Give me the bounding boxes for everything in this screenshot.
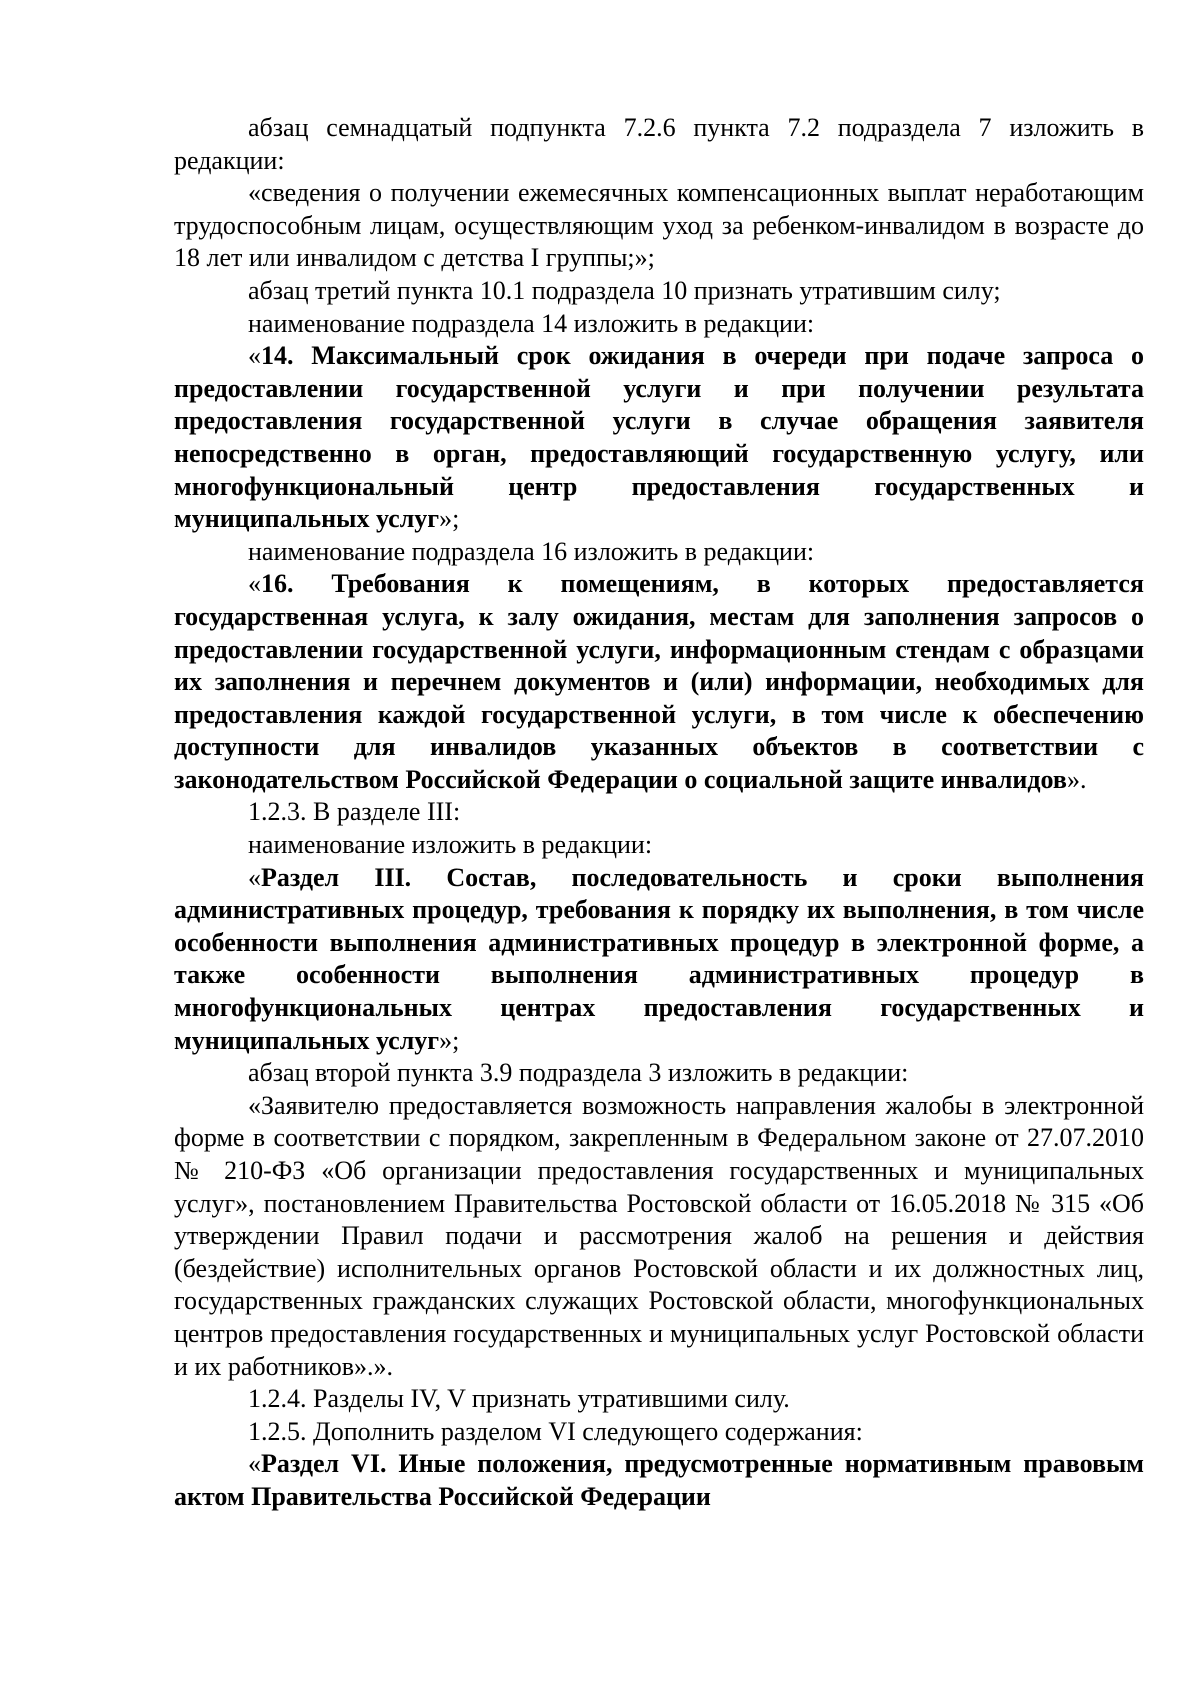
paragraph-14: 1.2.5. Дополнить разделом VI следующего содержания: <box>248 1416 863 1446</box>
heading-16-text: 16. Требования к помещениям, в которых предоставляется государственная услуга, к залу ожидания, местам для заполнения запросов о предоставлении государственной услуги, информационным стендам с образцами их заполнения и перечнем документов и (или) информации, необходимых для предоставления каждой государственной услуги, в том числе к обеспечению доступности для инвалидов указанных объектов в соответствии с законодательством Российской Федерации о социальной защите инвалидов <box>174 569 1144 794</box>
paragraph-9: наименование изложить в редакции: <box>248 830 653 860</box>
quote-open: « <box>248 569 261 599</box>
paragraph-12-quote: «Заявителю предоставляется возможность направления жалобы в электронной форме в соответствии с порядком, закрепленным в Федеральном законе от 27.07.2010 № 210-ФЗ «Об организации предоставления государственных и муниципальных услуг», постановлением Правительства Ростовской области от 16.05.2018 № 315 «Об утверждении Правил подачи и рассмотрения жалоб на решения и действия (бездействие) исполнительных органов Ростовской области и их должностных лиц, государственных гражданских служащих Ростовской области, многофункциональных центров предоставления государственных и муниципальных услуг Ростовской области и их работников».». <box>174 1090 1144 1381</box>
heading-14-text: 14. Максимальный срок ожидания в очереди при подаче запроса о предоставлении государственной услуги и при получении результата предоставления государственной услуги в случае обращения заявителя непосредственно в орган, предоставляющий государственную услугу, или многофункциональный центр предоставления государственных и муниципальных услуг <box>174 341 1144 534</box>
quote-open: « <box>248 862 261 892</box>
paragraph-8: 1.2.3. В разделе III: <box>248 797 461 827</box>
heading-14 <box>174 340 1144 536</box>
heading-16 <box>174 568 1144 796</box>
paragraph-1: абзац семнадцатый подпункта 7.2.6 пункта 7.2 подраздела 7 изложить в редакции: <box>174 113 1144 175</box>
paragraph-6: наименование подраздела 16 изложить в редакции: <box>248 536 815 566</box>
heading-section-6-text: Раздел VI. Иные положения, предусмотренные нормативным правовым актом Правительства Российской Федерации <box>174 1449 1144 1511</box>
paragraph-2-quote: «сведения о получении ежемесячных компенсационных выплат неработающим трудоспособным лицам, осуществляющим уход за ребенком-инвалидом в возрасте до 18 лет или инвалидом с детства I группы;»; <box>174 178 1144 273</box>
quote-close: ». <box>1066 764 1087 794</box>
quote-open: « <box>248 1449 261 1479</box>
quote-open: « <box>248 341 261 371</box>
paragraph-11: абзац второй пункта 3.9 подраздела 3 изложить в редакции: <box>248 1058 909 1088</box>
paragraph-3: абзац третий пункта 10.1 подраздела 10 признать утратившим силу; <box>248 275 1001 305</box>
document-page <box>174 112 1144 1514</box>
heading-section-6 <box>174 1448 1144 1513</box>
heading-section-3 <box>174 862 1144 1058</box>
paragraph-4: наименование подраздела 14 изложить в редакции: <box>248 308 815 338</box>
heading-section-3-text: Раздел III. Состав, последовательность и сроки выполнения административных процедур, требования к порядку их выполнения, в том числе особенности выполнения административных процедур в электронной форме, а также особенности выполнения административных процедур в многофункциональных центрах предоставления государственных и муниципальных услуг <box>174 862 1144 1055</box>
quote-close: »; <box>439 1025 460 1055</box>
quote-close: »; <box>439 504 460 534</box>
paragraph-13: 1.2.4. Разделы IV, V признать утратившими силу. <box>248 1384 790 1414</box>
